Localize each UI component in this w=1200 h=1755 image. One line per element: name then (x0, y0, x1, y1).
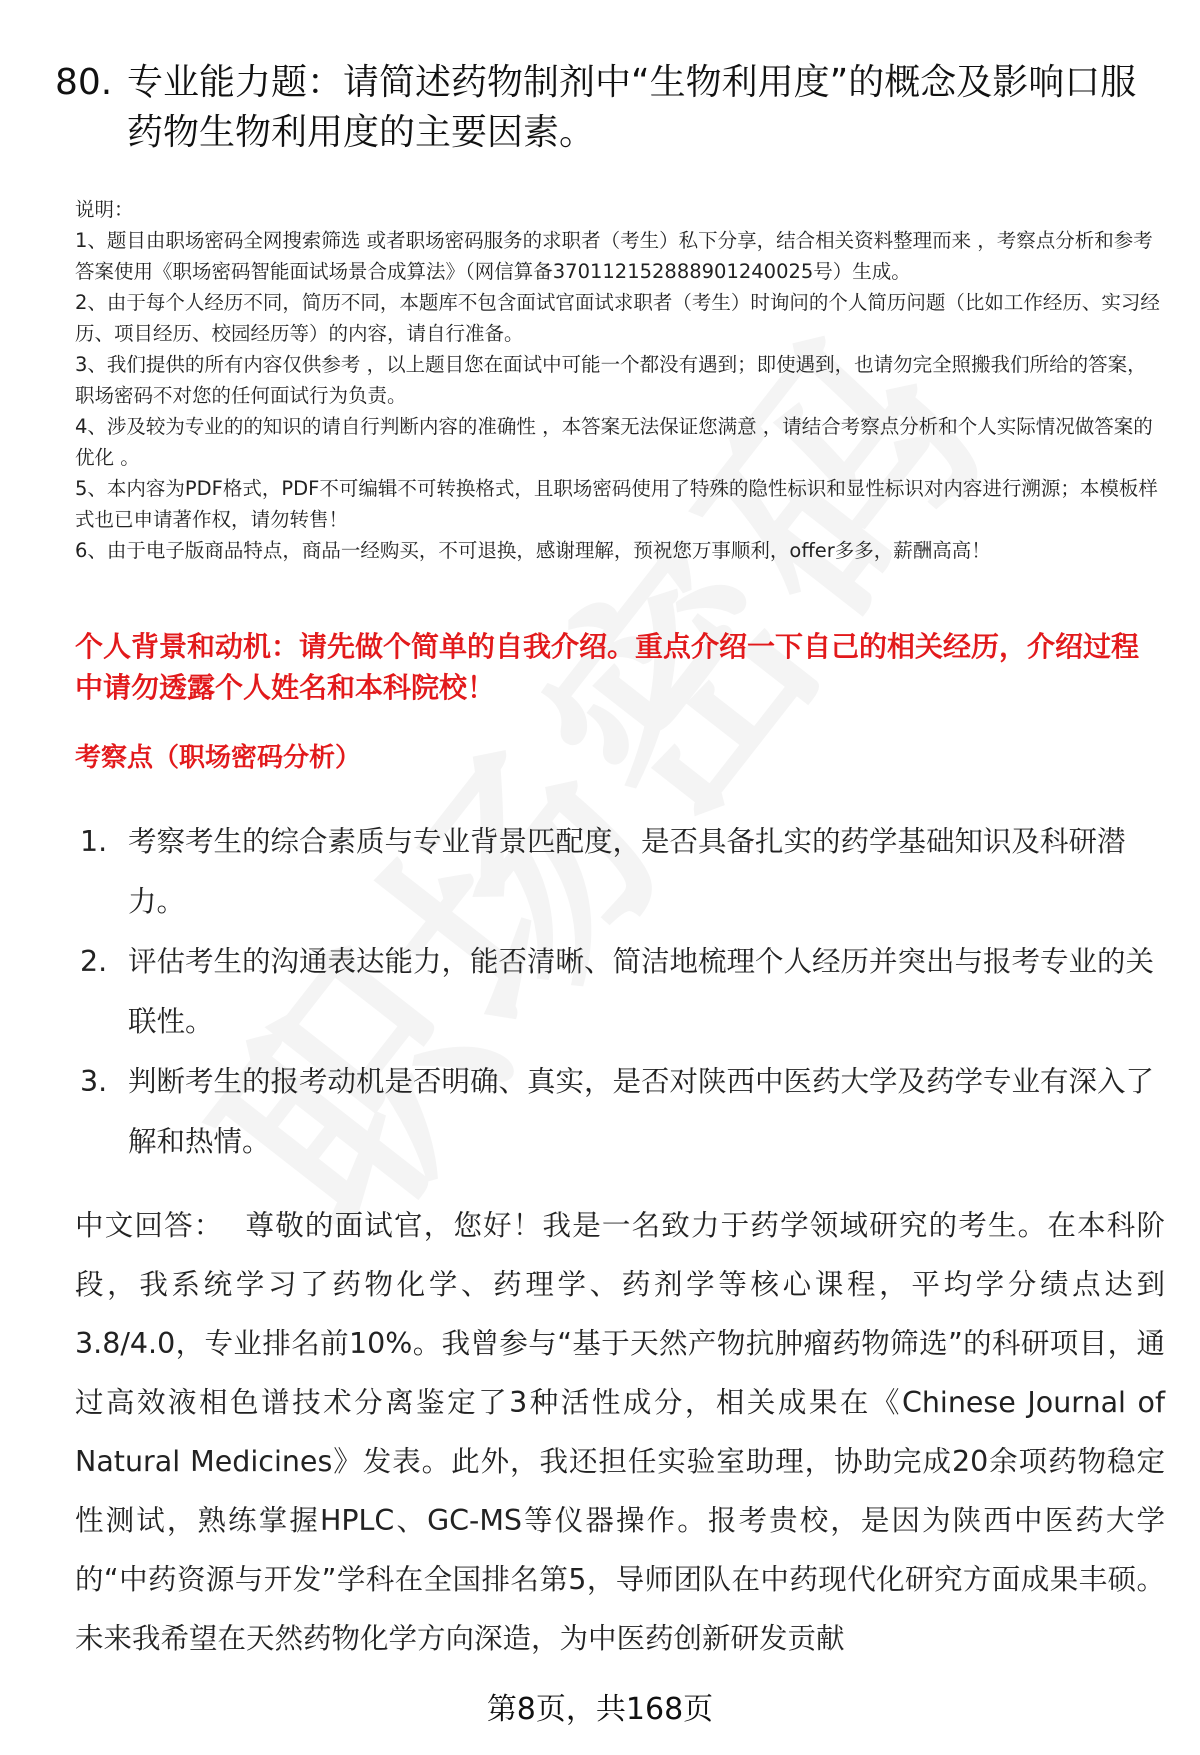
note-item: 5、本内容为PDF格式，PDF不可编辑不可转换格式，且职场密码使用了特殊的隐性标识和显性标识对内容进行溯源；本模板样式也已申请著作权，请勿转售！ (75, 477, 1158, 531)
list-item-number: 1. (80, 825, 108, 858)
answer-paragraph (75, 1196, 1165, 1668)
note-item: 1、题目由职场密码全网搜索筛选 或者职场密码服务的求职者（考生）私下分享，结合相关资料整理而来 ，考察点分析和参考答案使用《职场密码智能面试场景合成算法》（网信算备370112152888901240025号）生成。 (75, 229, 1153, 283)
list-item-text: 评估考生的沟通表达能力，能否清晰、简洁地梳理个人经历并突出与报考专业的关联性。 (128, 945, 1155, 1038)
analysis-title: 考察点（职场密码分析） (75, 743, 362, 773)
notes-title: 说明： (75, 198, 134, 221)
list-item (80, 1052, 1165, 1172)
question-heading (55, 58, 1165, 158)
note-item: 3、我们提供的所有内容仅供参考 ，以上题目您在面试中可能一个都没有遇到；即使遇到，也请勿完全照搬我们所给的答案，职场密码不对您的任何面试行为负责。 (75, 353, 1147, 407)
answer-label: 中文回答： (75, 1209, 224, 1242)
list-item-text: 判断考生的报考动机是否明确、真实，是否对陕西中医药大学及药学专业有深入了解和热情。 (128, 1065, 1155, 1158)
list-item (80, 812, 1165, 932)
notes-block (75, 194, 1165, 566)
list-item-text: 考察考生的综合素质与专业背景匹配度，是否具备扎实的药学基础知识及科研潜力。 (128, 825, 1126, 918)
note-item: 2、由于每个人经历不同，简历不同，本题库不包含面试官面试求职者（考生）时询问的个人简历问题（比如工作经历、实习经历、项目经历、校园经历等）的内容，请自行准备。 (75, 291, 1160, 345)
list-item (80, 932, 1165, 1052)
analysis-points-list (80, 812, 1165, 1172)
note-item: 4、涉及较为专业的的知识的请自行判断内容的准确性 ，本答案无法保证您满意 ，请结合考察点分析和个人实际情况做答案的优化 。 (75, 415, 1153, 469)
list-item-number: 3. (80, 1065, 108, 1098)
note-item: 6、由于电子版商品特点，商品一经购买，不可退换，感谢理解，预祝您万事顺利，offer多多，薪酬高高！ (75, 539, 991, 562)
answer-text: 尊敬的面试官，您好！我是一名致力于药学领域研究的考生。在本科阶段，我系统学习了药物化学、药理学、药剂学等核心课程，平均学分绩点达到3.8/4.0，专业排名前10%。我曾参与“基于天然产物抗肿瘤药物筛选”的科研项目，通过高效液相色谱技术分离鉴定了3种活性成分，相关成果在《Chinese Journal of Natural Medicines》发表。此外，我还担任实验室助理，协助完成20余项药物稳定性测试，熟练掌握HPLC、GC-MS等仪器操作。报考贵校，是因为陕西中医药大学的“中药资源与开发”学科在全国排名第5，导师团队在中药现代化研究方面成果丰硕。未来我希望在天然药物化学方向深造，为中医药创新研发贡献 (75, 1209, 1165, 1655)
question-text: 专业能力题：请简述药物制剂中“生物利用度”的概念及影响口服药物生物利用度的主要因素。 (127, 62, 1137, 153)
section-heading: 个人背景和动机：请先做个简单的自我介绍。重点介绍一下自己的相关经历，介绍过程中请勿透露个人姓名和本科院校！ (75, 630, 1140, 704)
list-item-number: 2. (80, 945, 108, 978)
page-footer: 第8页，共168页 (486, 1692, 714, 1727)
question-number: 80. (55, 62, 113, 103)
